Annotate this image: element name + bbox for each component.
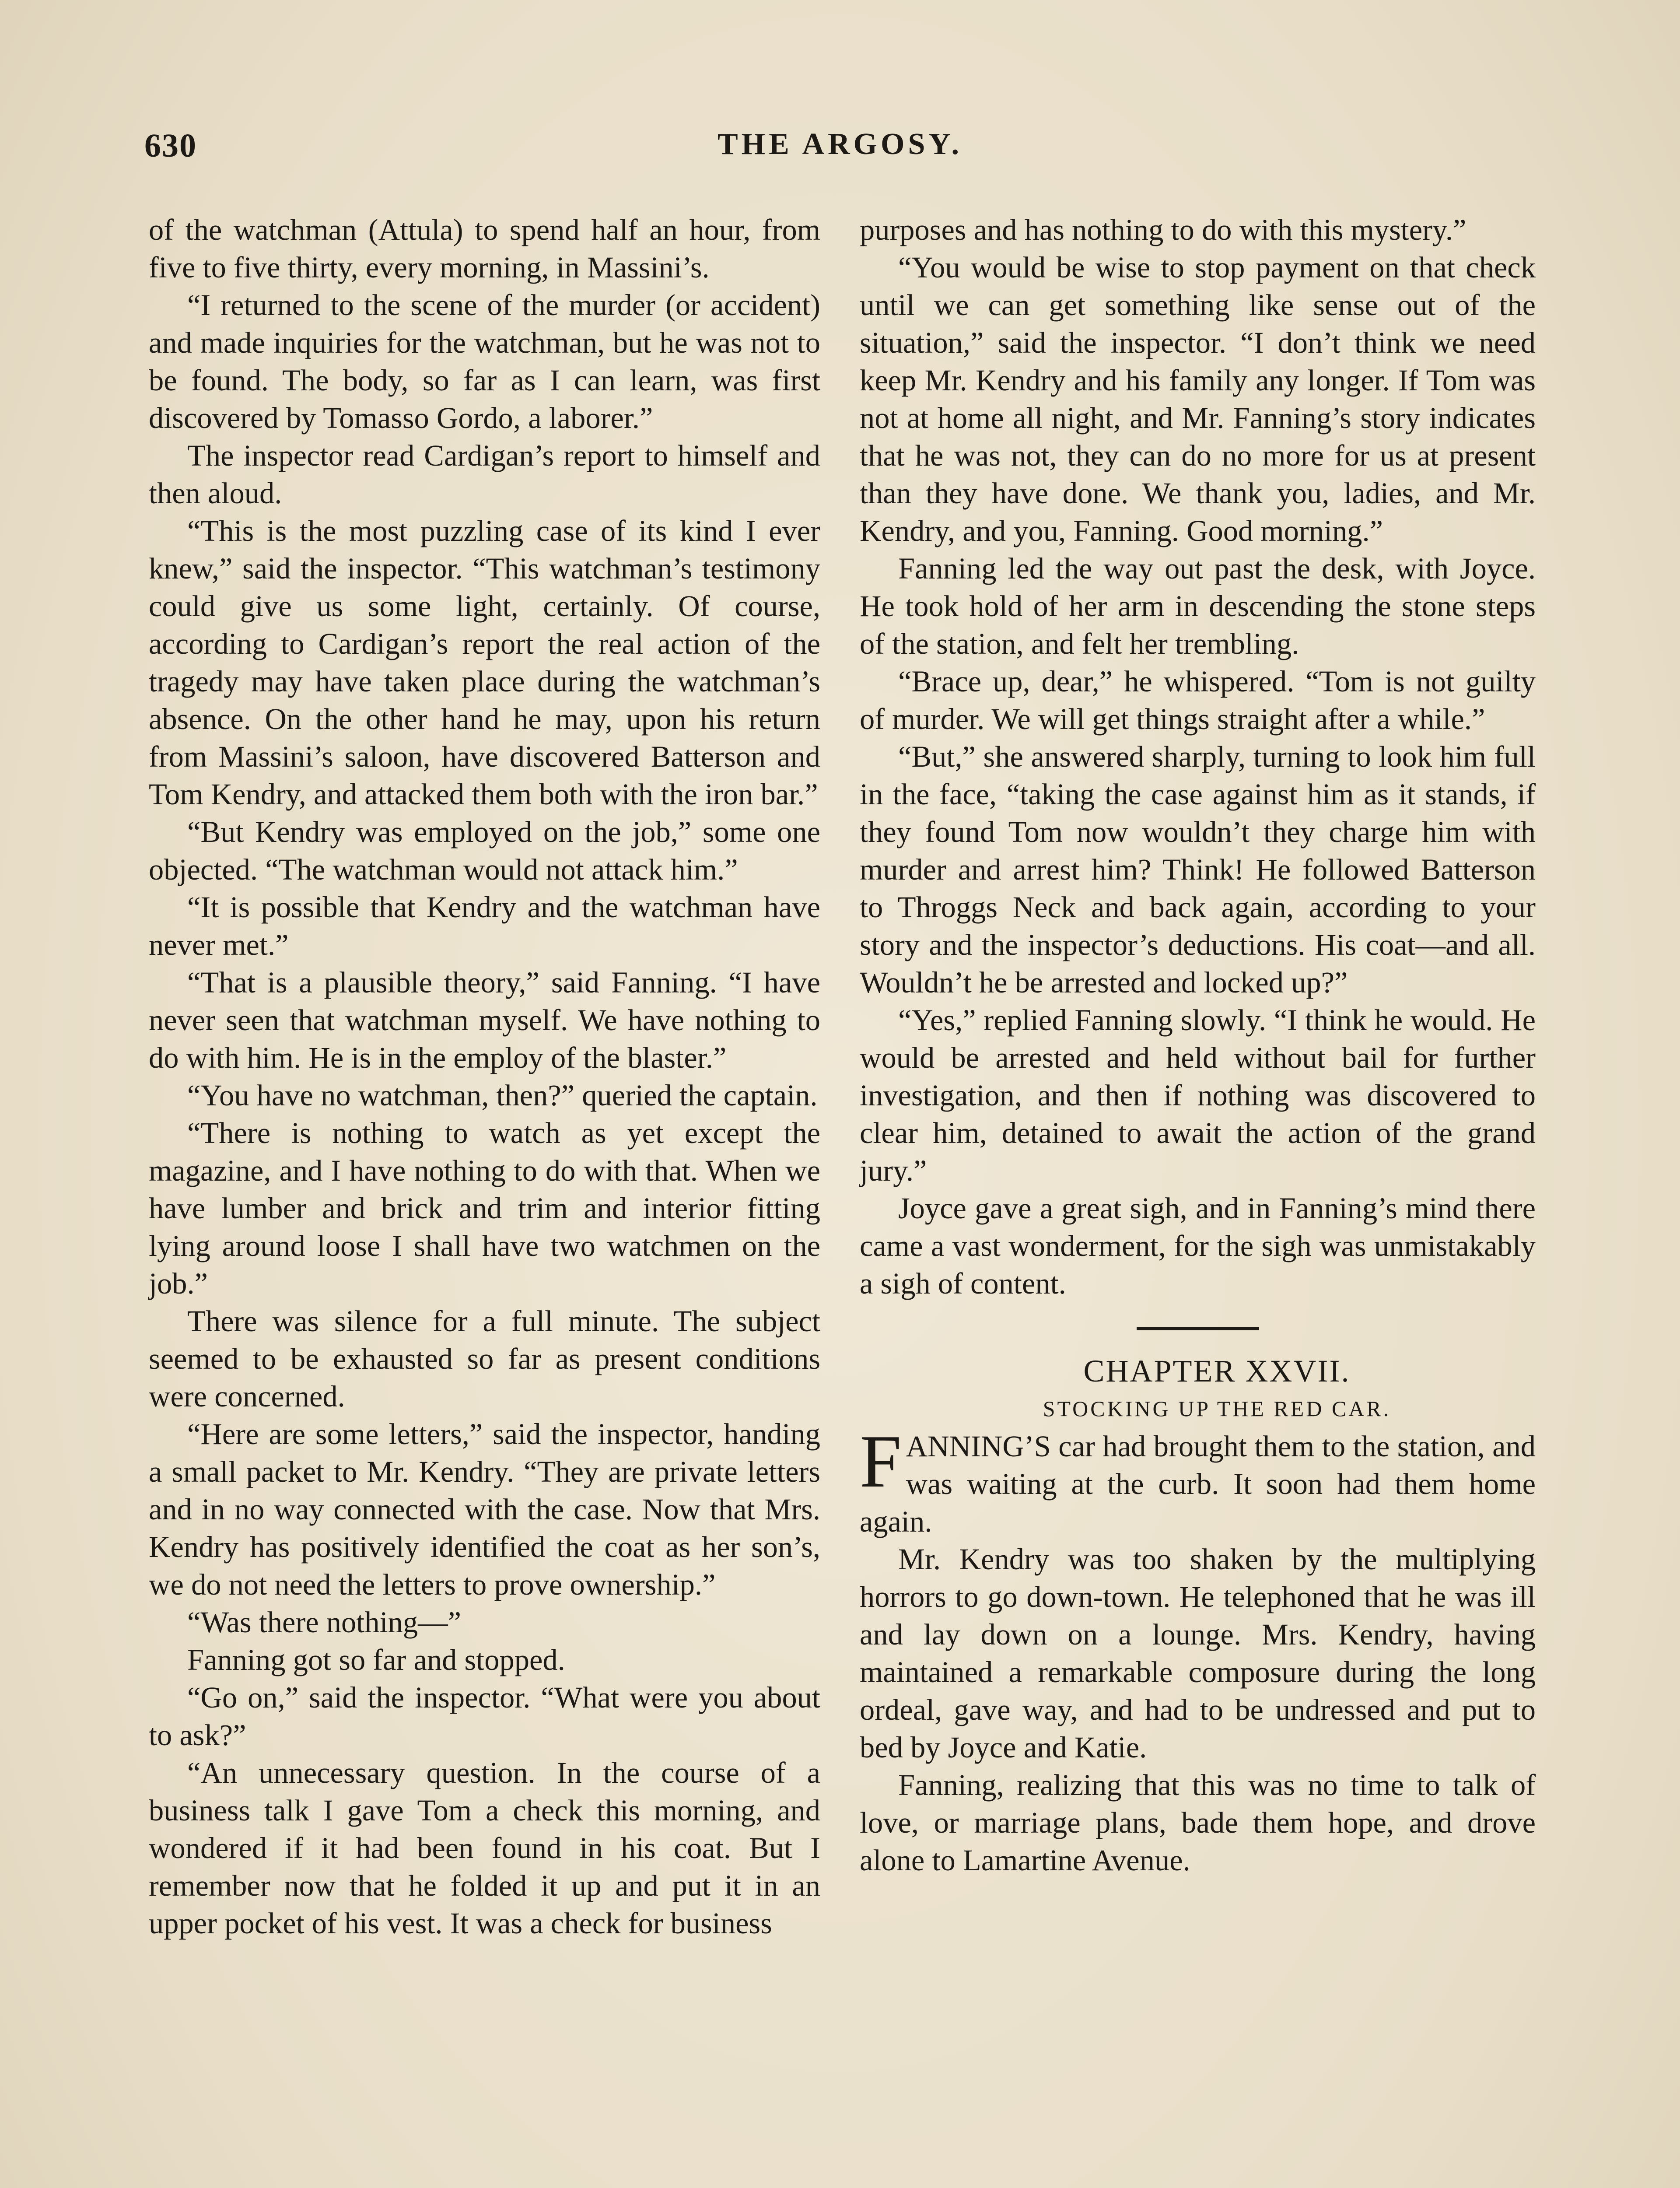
paragraph: of the watchman (Attula) to spend half an hour, from five to five thirty, every morning, in Massini’s. (149, 213, 820, 284)
paragraph: “An unnecessary question. In the course of a business talk I gave Tom a check this morning, and wondered if it had been found in his coat. But I remember now that he folded it up and put it in an upper pocket of his vest. It was a check for business (149, 1756, 820, 1940)
paragraph: “Here are some letters,” said the inspector, handing a small packet to Mr. Kendry. “They are private letters and in no way connected with the case. Now that Mrs. Kendry has positively identified the coat as her son’s, we do not need the letters to prove ownership.” (149, 1417, 820, 1601)
left-column (149, 211, 820, 1942)
opening-text: ANNING’S car had brought them to the station, and was waiting at the curb. It soon had them home again. (860, 1430, 1536, 1538)
paragraph: “Yes,” replied Fanning slowly. “I think he would. He would be arrested and held without bail for further investigation, and then if nothing was discovered to clear him, detained to await the action of the grand jury.” (860, 1003, 1536, 1187)
section-divider (1137, 1327, 1259, 1330)
page-header (144, 127, 1536, 179)
paragraph: “You have no watchman, then?” queried the captain. (187, 1079, 818, 1112)
paragraph: “Was there nothing—” (187, 1606, 461, 1639)
paragraph: “That is a plausible theory,” said Fanning. “I have never seen that watchman myself. We have nothing to do with him. He is in the employ of the blaster.” (149, 966, 820, 1074)
running-head: THE ARGOSY. (717, 127, 963, 161)
paragraph: “This is the most puzzling case of its kind I ever knew,” said the inspector. “This watchman’s testimony could give us some light, certainly. Of course, according to Cardigan’s report the real action of the tragedy may have taken place during the watchman’s absence. On the other hand he may, upon his return from Massini’s saloon, have discovered Batterson and Tom Kendry, and attacked them both with the iron bar.” (149, 514, 820, 811)
paragraph: “There is nothing to watch as yet except the magazine, and I have nothing to do with that. When we have lumber and brick and trim and interior fitting lying around loose I shall have two watchmen on the job.” (149, 1116, 820, 1300)
paragraph: purposes and has nothing to do with this mystery.” (860, 213, 1466, 246)
paragraph: “You would be wise to stop payment on that check until we can get something like sense out of the situation,” said the inspector. “I don’t think we need keep Mr. Kendry and his family any longer. If Tom was not at home all night, and Mr. Fanning’s story indicates that he was not, they can do no more for us at present than they have done. We thank you, ladies, and Mr. Kendry, and you, Fanning. Good morning.” (860, 251, 1536, 547)
chapter-title: CHAPTER XXVII. (1083, 1353, 1351, 1389)
paragraph: The inspector read Cardigan’s report to himself and then aloud. (149, 439, 820, 510)
drop-cap: F (860, 1420, 902, 1503)
paragraph: There was silence for a full minute. The subject seemed to be exhausted so far as present conditions were concerned. (149, 1304, 820, 1413)
right-column (860, 211, 1536, 1879)
paragraph: “Brace up, dear,” he whispered. “Tom is not guilty of murder. We will get things straight after a while.” (860, 665, 1536, 736)
paragraph: “Go on,” said the inspector. “What were you about to ask?” (149, 1681, 820, 1752)
paragraph: “I returned to the scene of the murder (or accident) and made inquiries for the watchman, but he was not to be found. The body, so far as I can learn, was first discovered by Tomasso Gordo, a laborer.” (149, 288, 820, 435)
page-number: 630 (144, 127, 197, 164)
paragraph: Mr. Kendry was too shaken by the multiplying horrors to go down-town. He telephoned that he was ill and lay down on a lounge. Mrs. Kendry, having maintained a remarkable composure during the long ordeal, gave way, and had to be undressed and put to bed by Joyce and Katie. (860, 1543, 1536, 1764)
paragraph: Fanning got so far and stopped. (187, 1643, 565, 1676)
paragraph: Fanning led the way out past the desk, with Joyce. He took hold of her arm in descending the stone steps of the station, and felt her trembling. (860, 552, 1536, 660)
paragraph: Fanning, realizing that this was no time to talk of love, or marriage plans, bade them hope, and drove alone to Lamartine Avenue. (860, 1768, 1536, 1877)
chapter-opening-paragraph (860, 1420, 1536, 1540)
chapter-subtitle: STOCKING UP THE RED CAR. (1043, 1396, 1391, 1421)
paragraph: “It is possible that Kendry and the watchman have never met.” (149, 891, 820, 961)
paragraph: Joyce gave a great sigh, and in Fanning’s mind there came a vast wonderment, for the sigh was unmistakably a sigh of content. (860, 1192, 1536, 1300)
paragraph: “But,” she answered sharply, turning to look him full in the face, “taking the case against him as it stands, if they found Tom now wouldn’t they charge him with murder and arrest him? Think! He followed Batterson to Throggs Neck and back again, according to your story and the inspector’s deductions. His coat—and all. Wouldn’t he be arrested and locked up?” (860, 740, 1536, 999)
paragraph: “But Kendry was employed on the job,” some one objected. “The watchman would not attack him.” (149, 815, 820, 886)
